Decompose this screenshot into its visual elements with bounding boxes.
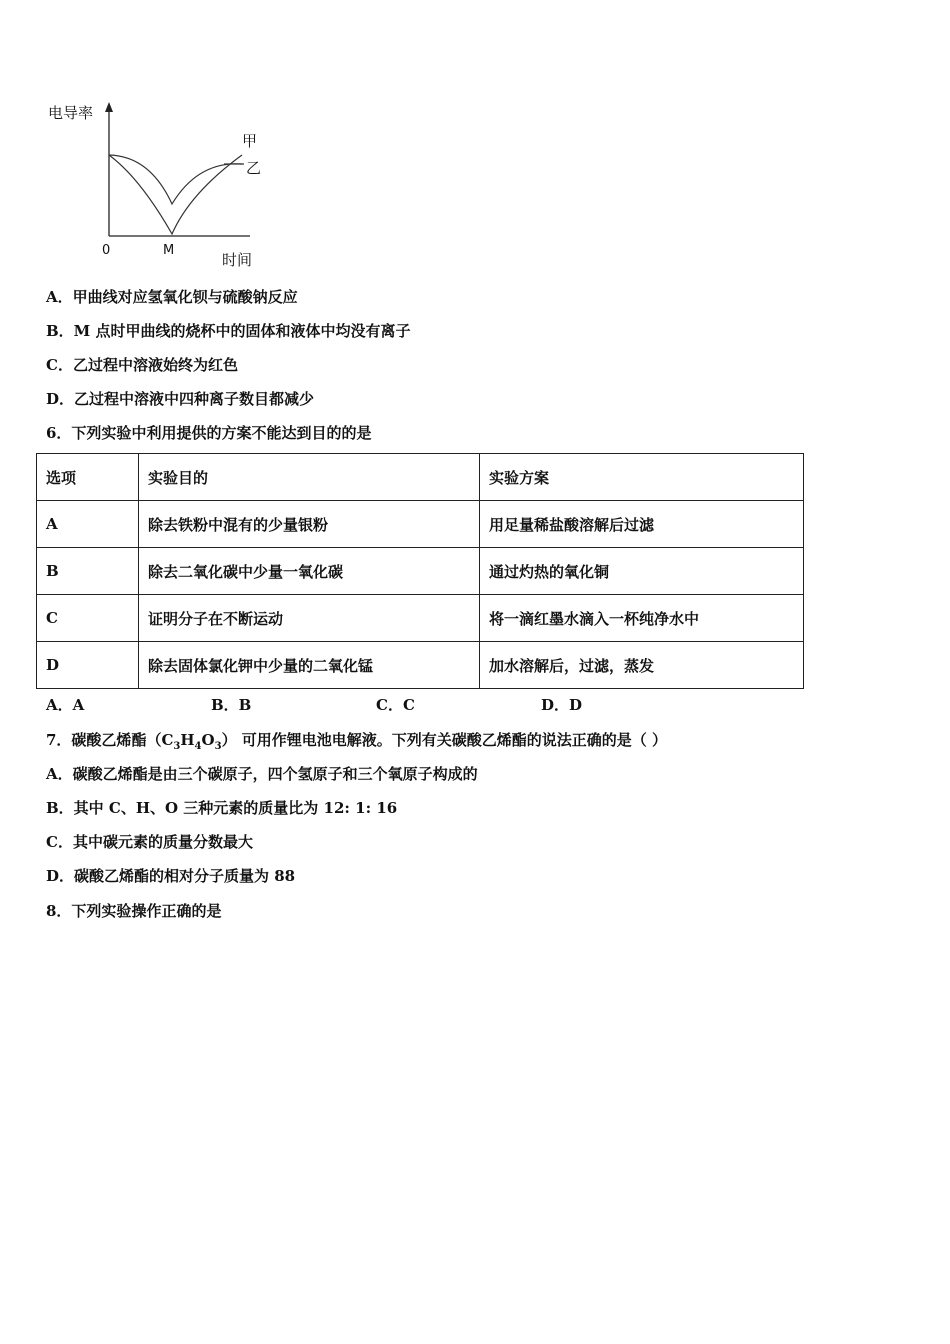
curve-jia-label: 甲 — [242, 132, 258, 150]
q6-option-b: B．B — [211, 696, 252, 714]
q6-option-a: A．A — [46, 696, 85, 714]
y-axis-arrow — [105, 102, 113, 112]
conductivity-graph — [40, 98, 280, 273]
origin-label: 0 — [102, 243, 111, 258]
header-option: 选项 — [37, 454, 139, 501]
q7-option-c: C．其中碳元素的质量分数最大 — [46, 833, 253, 851]
table-header-row — [37, 454, 804, 501]
table-row — [37, 548, 804, 595]
formula-o: O — [201, 731, 215, 749]
row-option: B — [37, 548, 139, 595]
row-option: C — [37, 595, 139, 642]
row-purpose: 除去二氧化碳中少量一氧化碳 — [139, 548, 480, 595]
row-purpose: 除去固体氯化钾中少量的二氧化锰 — [139, 642, 480, 689]
row-purpose: 证明分子在不断运动 — [139, 595, 480, 642]
row-plan: 用足量稀盐酸溶解后过滤 — [480, 501, 804, 548]
table-row — [37, 501, 804, 548]
row-purpose: 除去铁粉中混有的少量银粉 — [139, 501, 480, 548]
q7-option-b: B．其中 C、H、O 三种元素的质量比为 12: 1: 16 — [46, 799, 398, 817]
q6-option-d: D．D — [541, 696, 583, 714]
curve-jia — [109, 155, 242, 234]
curve-yi — [109, 155, 242, 204]
header-purpose: 实验目的 — [139, 454, 480, 501]
q5-option-c: C．乙过程中溶液始终为红色 — [46, 356, 238, 374]
table-row — [37, 642, 804, 689]
q5-option-a: A．甲曲线对应氢氧化钡与硫酸钠反应 — [46, 288, 298, 306]
q7-option-d: D．碳酸乙烯酯的相对分子质量为 88 — [46, 867, 296, 885]
row-plan: 加水溶解后，过滤，蒸发 — [480, 642, 804, 689]
q7-stem-pre: 7．碳酸乙烯酯（C — [46, 731, 174, 749]
q7-stem — [46, 729, 667, 752]
formula-c-count: 3 — [173, 741, 181, 752]
experiment-table — [36, 453, 804, 689]
formula-h-count: 4 — [194, 741, 202, 752]
q8-stem: 8．下列实验操作正确的是 — [46, 902, 222, 920]
row-option: A — [37, 501, 139, 548]
row-plan: 通过灼热的氧化铜 — [480, 548, 804, 595]
q6-option-c: C．C — [376, 696, 415, 714]
q6-stem: 6．下列实验中利用提供的方案不能达到目的的是 — [46, 424, 372, 442]
q7-option-a: A．碳酸乙烯酯是由三个碳原子，四个氢原子和三个氧原子构成的 — [46, 765, 478, 783]
curve-yi-label: 乙 — [246, 159, 262, 177]
table-row — [37, 595, 804, 642]
formula-h: H — [180, 731, 195, 749]
header-plan: 实验方案 — [480, 454, 804, 501]
point-m-label: M — [163, 243, 175, 258]
row-plan: 将一滴红墨水滴入一杯纯净水中 — [480, 595, 804, 642]
q7-stem-post: ） 可用作锂电池电解液。下列有关碳酸乙烯酯的说法正确的是（ ） — [221, 731, 668, 749]
formula-o-count: 3 — [214, 741, 222, 752]
q5-option-d: D．乙过程中溶液中四种离子数目都减少 — [46, 390, 315, 408]
y-axis-label: 电导率 — [48, 104, 94, 122]
x-axis-label: 时间 — [222, 251, 253, 269]
row-option: D — [37, 642, 139, 689]
q5-option-b: B．M 点时甲曲线的烧杯中的固体和液体中均没有离子 — [46, 322, 411, 340]
